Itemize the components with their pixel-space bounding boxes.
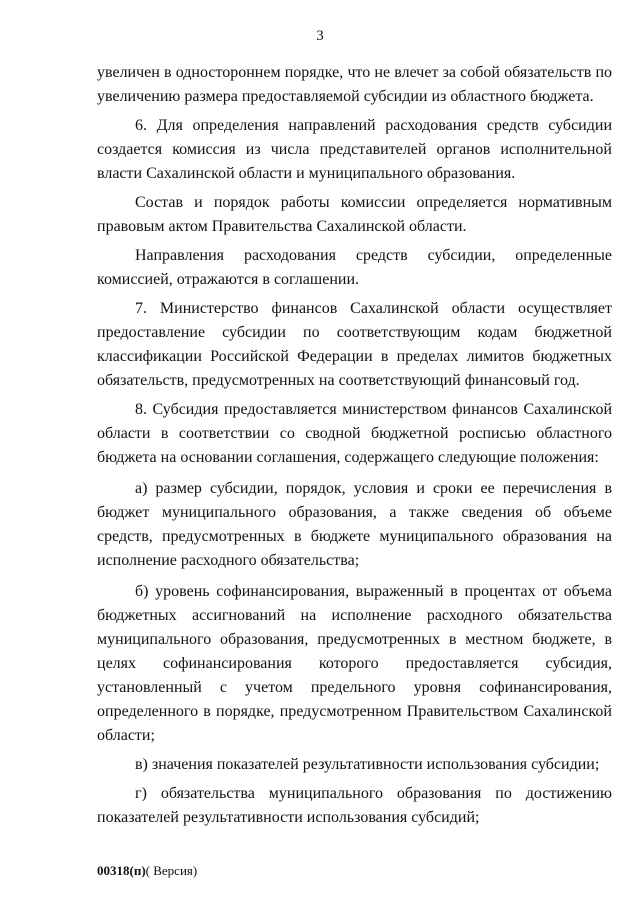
paragraph-item-7: 7. Министерство финансов Сахалинской области осуществляет предоставление субсидии по соответствующим кодам бюджетной классификации Российской Федерации в пределах лимитов бюджетных обязательств, предусмотренных на соответствующий финансовый год.	[97, 300, 612, 389]
paragraph-continuation: увеличен в одностороннем порядке, что не влечет за собой обязательств по увеличению размера предоставляемой субсидии из областного бюджета.	[97, 64, 612, 105]
paragraph-expense-directions: Направления расходования средств субсидии, определенные комиссией, отражаются в соглашении.	[97, 247, 612, 288]
document-body	[97, 61, 612, 830]
page-number: 3	[316, 28, 324, 44]
paragraph-subitem-g: г) обязательства муниципального образования по достижению показателей результативности использования субсидий;	[97, 785, 612, 826]
paragraph-item-8: 8. Субсидия предоставляется министерством финансов Сахалинской области в соответствии со сводной бюджетной росписью областного бюджета на основании соглашения, содержащего следующие положения:	[97, 401, 612, 466]
paragraph-subitem-v: в) значения показателей результативности использования субсидии;	[135, 756, 600, 773]
document-code: 00318(п)	[97, 863, 146, 878]
paragraph-item-6: 6. Для определения направлений расходования средств субсидии создается комиссия из числа представителей органов исполнительной власти Сахалинской области и муниципального образования.	[97, 117, 612, 182]
paragraph-commission-composition: Состав и порядок работы комиссии определяется нормативным правовым актом Правительства Сахалинской области.	[97, 194, 612, 235]
document-footer	[97, 863, 197, 879]
paragraph-subitem-a: а) размер субсидии, порядок, условия и сроки ее перечисления в бюджет муниципального образования, а также сведения об объеме средств, предусмотренных в бюджете муниципального образования на исполнение расходного обязательства;	[97, 480, 612, 569]
paragraph-subitem-b: б) уровень софинансирования, выраженный в процентах от объема бюджетных ассигнований на исполнение расходного обязательства муниципального образования, предусмотренных в местном бюджете, в целях софинансирования которого предоставляется субсидия, установленный с учетом предельного уровня софинансирования, определенного в порядке, предусмотренном Правительством Сахалинской области;	[97, 583, 612, 744]
document-version: ( Версия)	[145, 863, 198, 878]
